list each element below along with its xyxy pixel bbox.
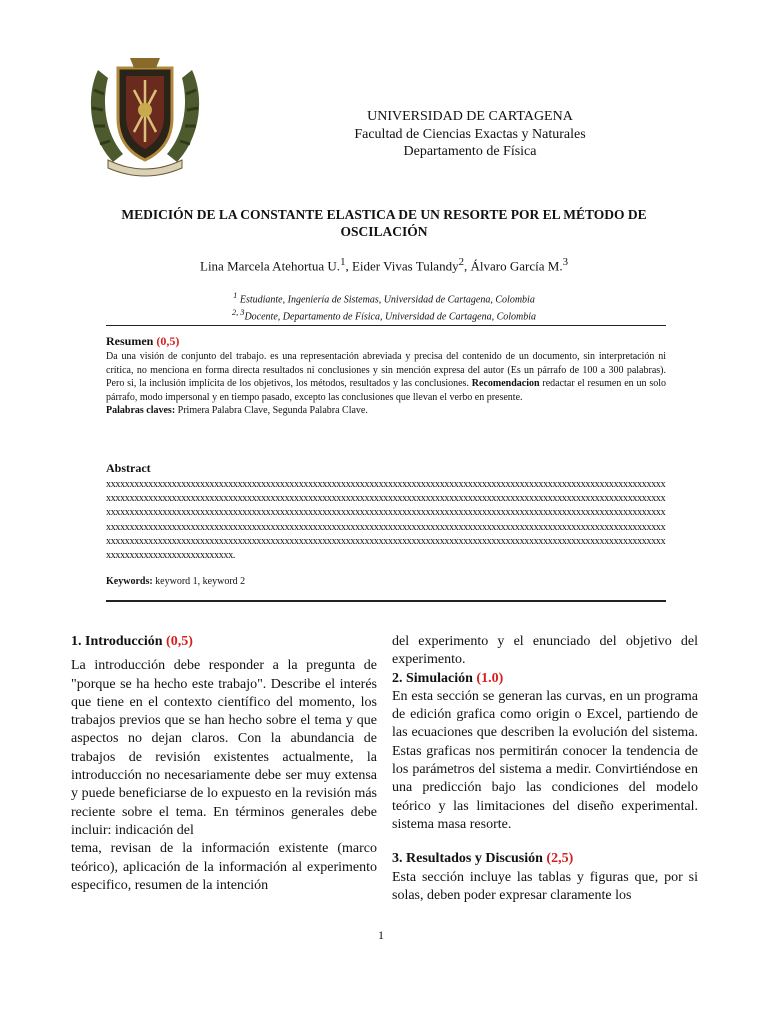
palabras-claves-label: Palabras claves: xyxy=(106,405,176,417)
intro-points: (0,5) xyxy=(166,634,193,649)
intro-continuation: del experimento y el enunciado del objetivo del experimento. xyxy=(392,634,698,668)
affiliation-2: $^{2, 3}$Docente, Departamento de Física, Universidad de Cartagena, Colombia xyxy=(231,308,537,323)
intro-paragraph-1: La introducción debe responder a la pregunta de "porque se ha hecho este trabajo". Describe el interés que tiene en el contexto científico del momento, los trabajos previos que se han hecho sobre el tema y que aspectos no dejan claros. Con la abundancia de trabajos de revisión existentes actualmente, la introducción no necesariamente debe ser muy extensa y puede beneficiarse de lo expuesto en la revisión más reciente sobre el tema. En términos generales debe incluir: indicación del xyxy=(71,658,377,838)
recommendation-text: redactar el resumen en un solo párrafo, modo impersonal y en tiempo pasado, excepto las conclusiones que llevan el verbo en presente. xyxy=(106,378,666,403)
author-1: Lina Marcela Atehortua U. xyxy=(200,258,341,274)
abstract-keywords xyxy=(106,576,245,587)
abstract-body: xxxxxxxxxxxxxxxxxxxxxxxxxxxxxxxxxxxxxxxxxxxxxxxxxxxxxxxxxxxxxxxxxxxxxxxxxxxxxxxxxxxxxxxxxxxxxxxxxxxxxxxxxxxxxxxxxxxxxxxxxxxxxxxxxxxxxxxxxxxxxxxxxxxxxxxxxxxxxxxxxxxxxxxxxxxxxxxxxxxxxxxxxxxxxxxxxxxxxxxxxxxxxxxxxxxxxxxxxxxxxxxxxxxxxxxxxxxxxxxxxxxxxxxxxxxxxxxxxxxxxxxxxxxxxxxxxxxxxxxxxxxxxxxxxxxxxxxxxxxxxxxxxxxxxxxxxxxxxxxxxxxxxxxxxxxxxxxxxxxxxxxxxxxxxxxxxxxxxxxxxxxxxxxxxxxxxxxxxxxxxxxxxxxxxxxxxxxxxxxxxxxxxxxxxxxxxxxxxxxxxxxxxxxxxxxxxxxxxxxxxxxxxxxxxxxxxxxxxxxxxxxxxxxxxxxxxxxxxxxxxxxxxxxxxxxxxxxxxxxxxxxxxxxxxxxxxxxxxxxxxxxxxxxxxxxxxxxxxxxxxxxxxxxxxxxxxxxxxxxxxxxxxxxxxxxxxxxxxxxxxxxxxxxxxxxxxxxxxxxxxxxxxxxxxxxxxxxxxxxxxx. xyxy=(106,479,666,562)
simulacion-heading: 2. Simulación (1.0) xyxy=(392,670,504,686)
author-2-sup: 2 xyxy=(458,256,465,268)
intro-heading: 1. Introducción (0,5) xyxy=(71,634,193,649)
author-1-sup: 1 xyxy=(340,256,346,268)
university-name: UNIVERSIDAD DE CARTAGENA xyxy=(367,109,573,124)
divider-top xyxy=(106,325,666,326)
resultados-points: (2,5) xyxy=(546,851,574,867)
column-right xyxy=(392,633,698,905)
affiliations xyxy=(80,289,688,324)
paper-title: MEDICIÓN DE LA CONSTANTE ELASTICA DE UN RESORTE POR EL MÉTODO DE OSCILACIÓN xyxy=(121,207,647,239)
department-name: Departamento de Física xyxy=(403,144,537,159)
affiliation-1-sup: 1 xyxy=(233,291,238,300)
university-crest-logo xyxy=(78,50,212,180)
author-3-sup: 3 xyxy=(562,256,568,268)
palabras-claves: Primera Palabra Clave, Segunda Palabra Clave. xyxy=(175,405,368,417)
keywords-text: keyword 1, keyword 2 xyxy=(152,576,246,587)
author-separator: , xyxy=(345,258,352,274)
simulacion-body: En esta sección se generan las curvas, en un programa de edición grafica como origin o Excel, partiendo de las ecuaciones que describen la evolución del sistema. Estas graficas nos permitirán conocer la tendencia de los parámetros del sistema a medir. Convirtiéndose en una predicción bajo las condiciones del modelo teórico y las limitaciones del diseño experimental. sistema masa resorte. xyxy=(392,688,698,832)
page-number: 1 xyxy=(378,928,384,942)
institution-header xyxy=(300,108,640,161)
resumen-section xyxy=(106,335,666,417)
faculty-name: Facultad de Ciencias Exactas y Naturales xyxy=(354,126,586,142)
resultados-body: Esta sección incluye las tablas y figuras que, por si solas, deben poder expresar claramente los xyxy=(392,869,698,903)
author-3: Álvaro García M. xyxy=(470,258,563,274)
affiliation-2-sup: 2, 3 xyxy=(231,308,245,318)
author-list xyxy=(80,256,688,274)
resultados-heading: 3. Resultados y Discusión (2,5) xyxy=(392,851,574,867)
affiliation-1: $^1$ Estudiante, Ingeniería de Sistemas, Universidad de Cartagena, Colombia xyxy=(233,291,535,306)
recommendation-label: Recomendacion xyxy=(471,378,540,390)
author-2: Eider Vivas Tulandy xyxy=(351,258,459,274)
resumen-heading: Resumen (0,5) xyxy=(106,334,180,348)
resumen-points: (0,5) xyxy=(156,334,180,348)
column-left xyxy=(71,633,377,895)
keywords-label: Keywords: xyxy=(106,576,153,587)
divider-bottom xyxy=(106,600,666,602)
author-separator: , xyxy=(464,258,471,274)
abstract-heading: Abstract xyxy=(106,461,151,475)
simulacion-points: (1.0) xyxy=(476,670,504,686)
intro-paragraph-2: tema, revisan de la información existente (marco teórico), aplicación de la información al experimento especifico, resumen de la intención xyxy=(71,841,377,893)
resumen-body: Da una visión de conjunto del trabajo. es una representación abreviada y precisa del contenido de un documento, sin interpretación ni crítica, no menciona en forma directa resultados ni conclusiones y sin mención expresa del autor (Es un párrafo de 100 a 300 palabras). Pero si, la inclusión implícita de los objetivos, los métodos, resultados y las conclusiones. xyxy=(106,351,666,390)
